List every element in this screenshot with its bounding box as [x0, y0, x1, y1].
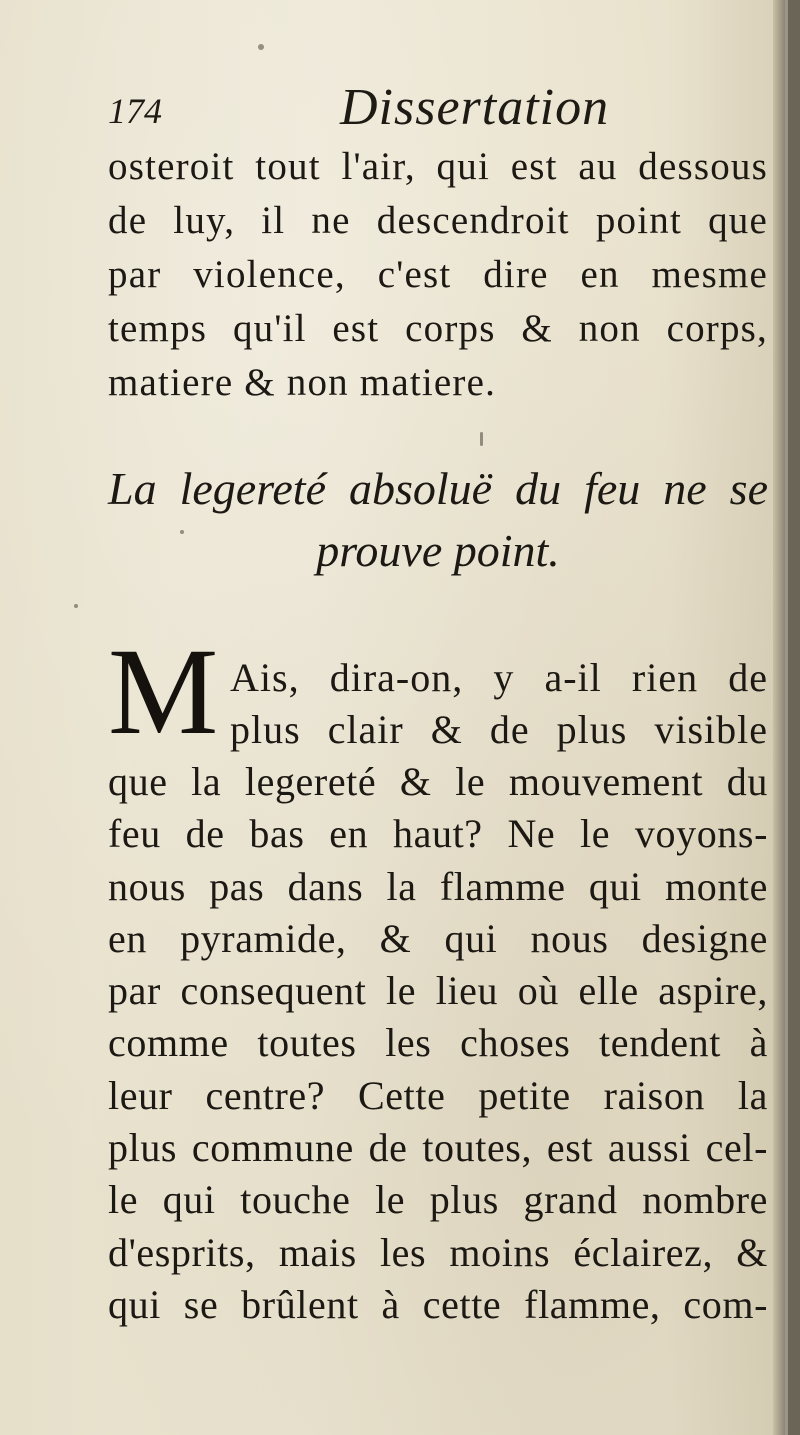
- text-line: nous pas dans la flamme qui monte: [108, 863, 768, 909]
- text-line: par consequent le lieu où elle aspire,: [108, 968, 768, 1014]
- text-line: qui se brûlent à cette flamme, com-: [108, 1281, 768, 1327]
- paragraph-2: [108, 756, 768, 1331]
- text-line: plus commune de toutes, est aussi cel-: [108, 1125, 768, 1171]
- running-title: Dissertation: [340, 79, 610, 136]
- text-line: en pyramide, & qui nous designe: [108, 915, 768, 961]
- heading-line: prouve point.: [316, 525, 560, 576]
- text-line: de luy, il ne descendroit point que: [108, 199, 768, 242]
- text-line: osteroit tout l'air, qui est au dessous: [108, 145, 768, 188]
- heading-line: La legereté absoluë du feu ne se: [108, 463, 768, 514]
- text-line: leur centre? Cette petite raison la: [108, 1072, 768, 1118]
- paper-speck: [180, 530, 184, 534]
- page-header: [108, 78, 768, 138]
- page-edge: [773, 0, 785, 1435]
- paragraph-1: [108, 140, 768, 410]
- page-number: 174: [108, 91, 162, 131]
- paper-speck: [74, 604, 78, 608]
- section-heading: [108, 458, 768, 582]
- paper-speck: [480, 432, 483, 446]
- text-line: matiere & non matiere.: [108, 361, 497, 404]
- text-line: que la legereté & le mouvement du: [108, 759, 768, 804]
- drop-cap: M: [108, 623, 219, 760]
- text-line: comme toutes les choses tendent à: [108, 1020, 768, 1066]
- text-line: temps qu'il est corps & non corps,: [108, 307, 768, 350]
- paragraph-2-opening: [230, 652, 768, 756]
- text-line: d'esprits, mais les moins éclairez, &: [108, 1229, 768, 1275]
- text-line: feu de bas en haut? Ne le voyons-: [108, 811, 768, 857]
- text-line: le qui touche le plus grand nombre: [108, 1177, 768, 1223]
- paper-speck: [258, 44, 264, 50]
- text-line: plus clair & de plus visible: [230, 707, 768, 752]
- text-line: Ais, dira-on, y a-il rien de: [230, 655, 768, 700]
- text-line: par violence, c'est dire en mesme: [108, 253, 768, 296]
